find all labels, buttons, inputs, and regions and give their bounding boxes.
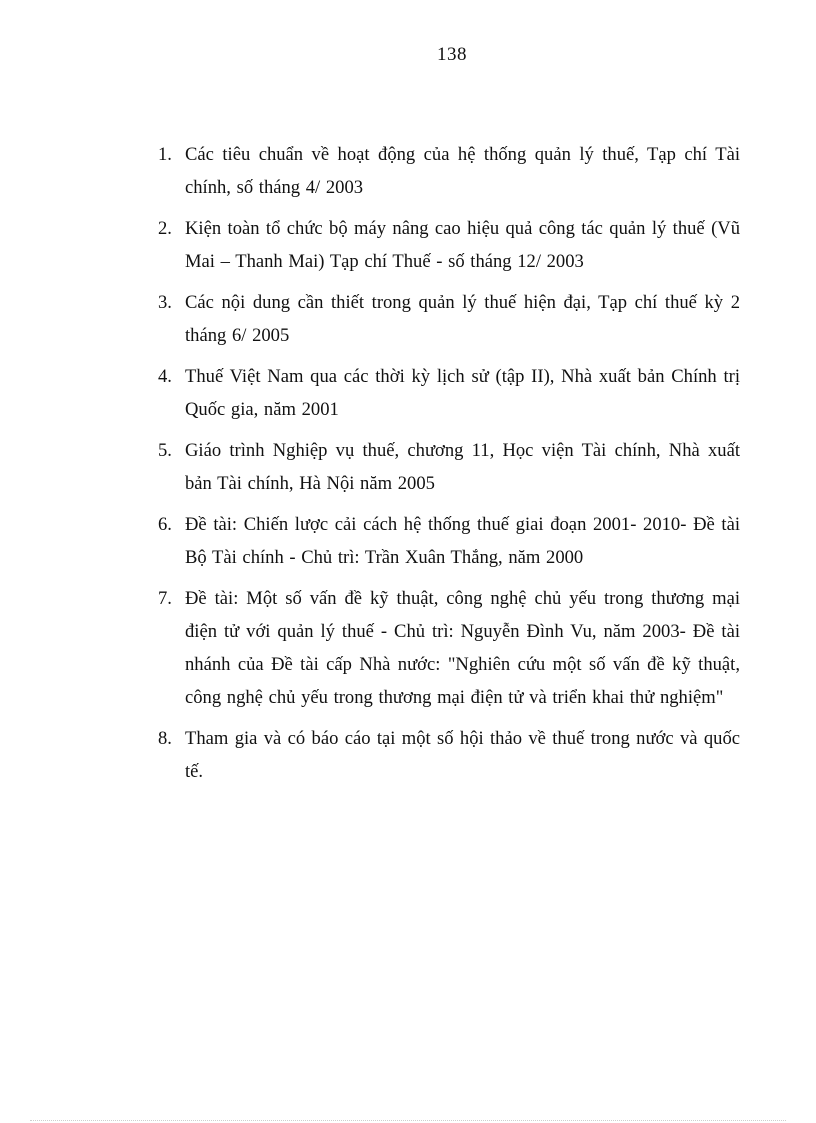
reference-text: Đề tài: Chiến lược cải cách hệ thống thuế giai đoạn 2001- 2010- Đề tài Bộ Tài chính - Chủ trì: Trần Xuân Thắng, năm 2000 — [185, 514, 740, 568]
reference-text: Giáo trình Nghiệp vụ thuế, chương 11, Học viện Tài chính, Nhà xuất bản Tài chính, Hà Nội năm 2005 — [185, 440, 740, 494]
reference-text: Các nội dung cần thiết trong quản lý thuế hiện đại, Tạp chí thuế kỳ 2 tháng 6/ 2005 — [185, 292, 740, 346]
reference-text: Thuế Việt Nam qua các thời kỳ lịch sử (tập II), Nhà xuất bản Chính trị Quốc gia, năm 2001 — [185, 366, 740, 420]
reference-text: Đề tài: Một số vấn đề kỹ thuật, công nghệ chủ yếu trong thương mại điện tử với quản lý thuế - Chủ trì: Nguyễn Đình Vu, năm 2003- Đề tài nhánh của Đề tài cấp Nhà nước: "Nghiên cứu một số vấn đề kỹ thuật, công nghệ chủ yếu trong thương mại điện tử và triển khai thử nghiệm" — [185, 588, 740, 708]
reference-number: 8. — [158, 728, 172, 749]
reference-list — [158, 138, 740, 796]
page-number: 138 — [437, 44, 467, 65]
reference-item-5 — [158, 434, 740, 500]
reference-number: 1. — [158, 144, 172, 165]
reference-item-2 — [158, 212, 740, 278]
reference-item-6 — [158, 508, 740, 574]
reference-number: 7. — [158, 588, 172, 609]
reference-text: Tham gia và có báo cáo tại một số hội thảo về thuế trong nước và quốc tế. — [185, 728, 740, 782]
reference-item-7 — [158, 582, 740, 714]
reference-number: 3. — [158, 292, 172, 313]
reference-number: 4. — [158, 366, 172, 387]
reference-item-4 — [158, 360, 740, 426]
reference-number: 6. — [158, 514, 172, 535]
reference-number: 2. — [158, 218, 172, 239]
reference-text: Kiện toàn tổ chức bộ máy nâng cao hiệu quả công tác quản lý thuế (Vũ Mai – Thanh Mai) Tạp chí Thuế - số tháng 12/ 2003 — [185, 218, 740, 272]
reference-text: Các tiêu chuẩn về hoạt động của hệ thống quản lý thuế, Tạp chí Tài chính, số tháng 4/ 2003 — [185, 144, 740, 198]
reference-item-3 — [158, 286, 740, 352]
reference-item-8 — [158, 722, 740, 788]
footer-divider — [30, 1120, 786, 1121]
reference-number: 5. — [158, 440, 172, 461]
reference-item-1 — [158, 138, 740, 204]
